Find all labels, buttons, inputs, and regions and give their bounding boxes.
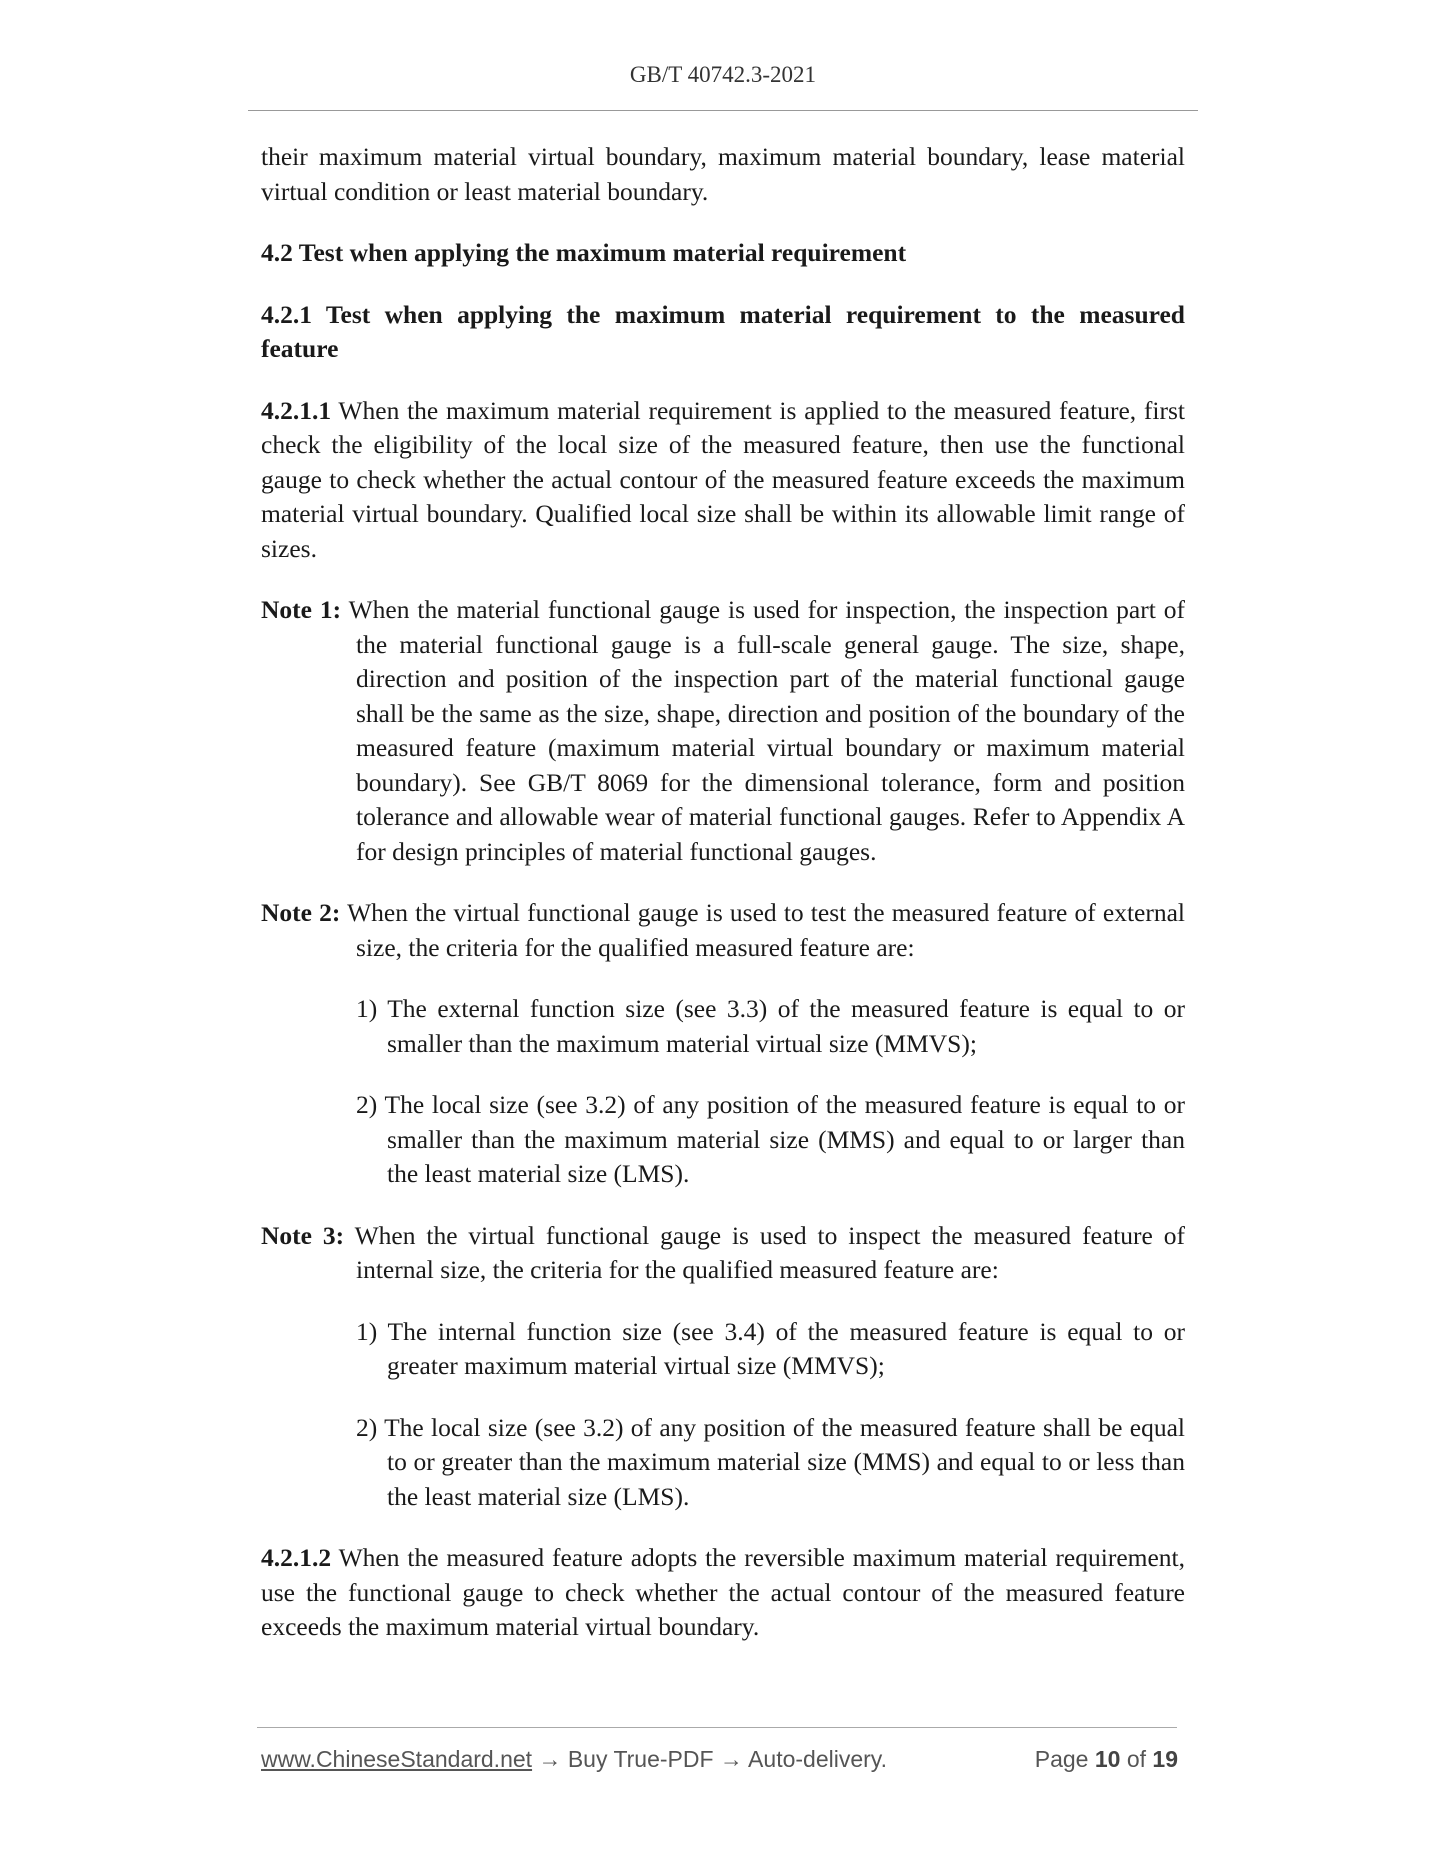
site-link[interactable]: www.ChineseStandard.net — [261, 1746, 533, 1772]
page-number: 10 — [1094, 1746, 1121, 1772]
page-total: 19 — [1152, 1746, 1178, 1772]
of-word: of — [1120, 1746, 1153, 1772]
document-header: GB/T 40742.3-2021 — [629, 62, 817, 87]
note-text: When the material functional gauge is used for inspection, the inspection part of the material functional gauge is a full-scale general gauge. The size, shape, direction and position of the inspection part of the material functional gauge shall be the same as the size, shape, direction and position of the boundary of the measured feature (maximum material virtual boundary or maximum material boundary). See GB/T 8069 for the dimensional tolerance, form and position tolerance and allowable wear of material functional gauges. Refer to Appendix A for design principles of material functional gauges. — [341, 595, 1185, 866]
clause-text: When the maximum material requirement is applied to the measured feature, first check the eligibility of the local size of the measured feature, then use the functional gauge to check whether the actual contour of the measured feature exceeds the maximum material virtual boundary. Qualified local size shall be within its allowable limit range of sizes. — [261, 395, 1185, 563]
header-divider — [248, 110, 1198, 111]
list-item: 1) The internal function size (see 3.4) of the measured feature is equal to or greater maximum material virtual size (MMVS); — [356, 1316, 1185, 1380]
note-text: When the virtual functional gauge is used to test the measured feature of external size, the criteria for the qualified measured feature are: — [340, 898, 1186, 962]
page-content — [261, 140, 1185, 1672]
list-item: 1) The external function size (see 3.3) of the measured feature is equal to or smaller than the maximum material virtual size (MMVS); — [356, 994, 1185, 1058]
page-word: Page — [1034, 1746, 1095, 1772]
heading-4-2: 4.2 Test when applying the maximum material requirement — [261, 238, 907, 267]
intro-paragraph: their maximum material virtual boundary, maximum material boundary, lease material virtual condition or least material boundary. — [261, 142, 1185, 206]
clause-number: 4.2.1.1 — [261, 395, 332, 425]
page-indicator — [1035, 1746, 1178, 1773]
note-label: Note 3: — [261, 1220, 345, 1250]
note-3 — [261, 1219, 1185, 1288]
footer-promo-text: → Buy True-PDF → Auto-delivery. — [532, 1746, 887, 1772]
paragraph-4-2-1-2 — [261, 1541, 1185, 1645]
note-label: Note 2: — [261, 898, 341, 927]
note-2 — [261, 896, 1185, 965]
note-1 — [261, 593, 1185, 869]
note-text: When the virtual functional gauge is used to inspect the measured feature of internal size, the criteria for the qualified measured feature are: — [344, 1220, 1185, 1284]
list-item: 2) The local size (see 3.2) of any position of the measured feature shall be equal to or greater than the maximum material size (MMS) and equal to or less than the least material size (LMS). — [356, 1412, 1185, 1511]
footer-promo — [261, 1746, 887, 1773]
clause-number: 4.2.1.2 — [261, 1543, 332, 1572]
list-item: 2) The local size (see 3.2) of any position of the measured feature is equal to or smaller than the maximum material size (MMS) and equal to or larger than the least material size (LMS). — [356, 1090, 1185, 1188]
note-label: Note 1: — [261, 595, 342, 624]
clause-text: When the measured feature adopts the reversible maximum material requirement, use the functional gauge to check whether the actual contour of the measured feature exceeds the maximum material virtual boundary. — [261, 1543, 1185, 1641]
footer-divider — [257, 1727, 1177, 1728]
paragraph-4-2-1-1 — [261, 394, 1185, 567]
heading-4-2-1: 4.2.1 Test when applying the maximum material requirement to the measured feature — [261, 299, 1185, 363]
